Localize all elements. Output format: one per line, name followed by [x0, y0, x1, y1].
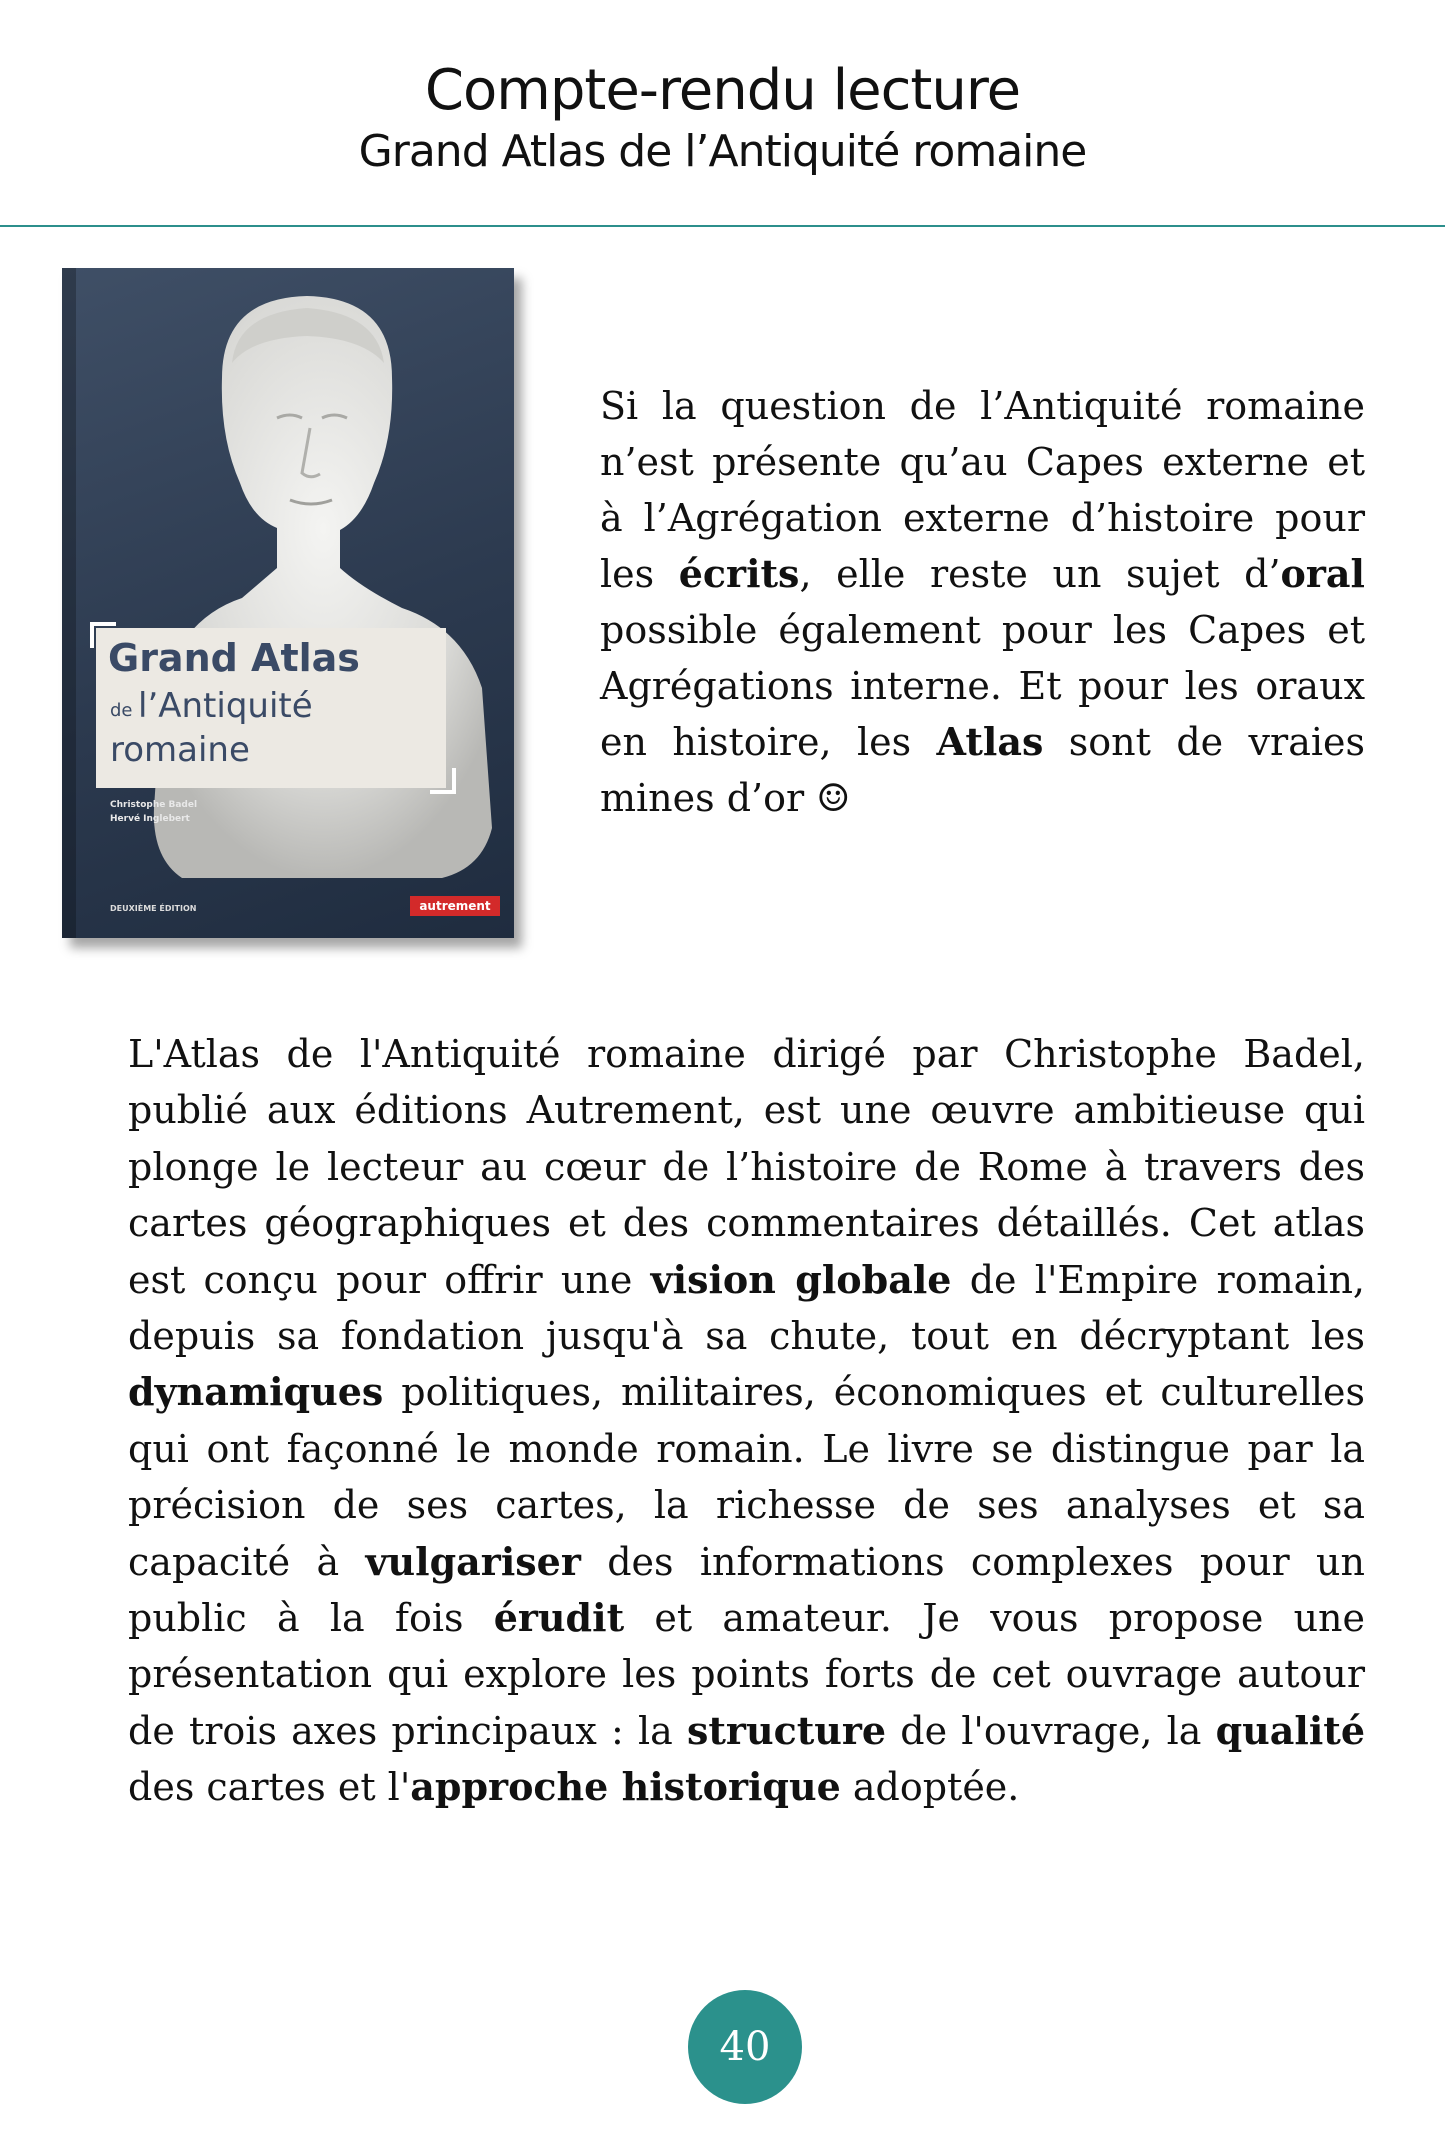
text-run: Si la question de l’Antiquité romaine n’est présente qu’au Capes externe et à l’Agrégation externe d’histoire pour les [600, 384, 1365, 596]
text-run: , elle reste un sujet d’ [799, 552, 1281, 596]
text-run: sont de vraies mines d’or ☺ [600, 720, 1365, 820]
cover-title: Grand Atlas [108, 636, 360, 680]
bold-text: vulgariser [365, 1538, 581, 1584]
page-number-badge: 40 [688, 1990, 802, 2104]
cover-title: l’Antiquité [138, 686, 313, 726]
cover-edition: DEUXIÈME ÉDITION [110, 904, 197, 913]
bold-text: vision globale [650, 1256, 952, 1302]
bold-text: dynamiques [128, 1369, 384, 1415]
text-run: politiques, militaires, économiques et culturelles qui ont façonné le monde romain. Le livre se distingue par la précision de ses cartes, la richesse de ses analyses et sa capacité à [128, 1370, 1365, 1584]
bold-text: approche historique [410, 1764, 841, 1810]
publisher-logo: autrement [410, 896, 500, 916]
text-run: possible également pour les Capes et Agrégations interne. Et pour les oraux en histoire, les [600, 608, 1365, 764]
page-title: Compte-rendu lecture [424, 58, 1021, 123]
cover-author: Christophe Badel [110, 800, 198, 810]
text-run: des informations complexes pour un public à la fois [128, 1539, 1365, 1641]
text-run: et amateur. Je vous propose une présentation qui explore les points forts de cet ouvrage autour de trois axes principaux : la [128, 1596, 1365, 1753]
text-run: de l'Empire romain, depuis sa fondation jusqu'à sa chute, tout en décryptant les [128, 1257, 1365, 1359]
cover-corner-mark [430, 768, 456, 794]
bold-text: structure [686, 1707, 887, 1753]
body-paragraph [128, 1026, 1365, 1816]
intro-paragraph [600, 378, 1365, 826]
cover-title: romaine [110, 730, 250, 770]
header-divider [0, 225, 1445, 227]
text-run: de l'ouvrage, la [886, 1708, 1216, 1753]
bold-text: Atlas [936, 719, 1044, 764]
book-cover [62, 268, 514, 938]
text-run: des cartes et l' [128, 1765, 411, 1810]
page-subtitle: Grand Atlas de l’Antiquité romaine [358, 125, 1087, 177]
bold-text: écrits [678, 551, 800, 596]
page-header [0, 60, 1445, 178]
bold-text: oral [1280, 551, 1365, 596]
bold-text: qualité [1215, 1707, 1365, 1753]
cover-title-de: de [110, 700, 133, 721]
text-run: adoptée. [840, 1765, 1020, 1810]
cover-author: Hervé Inglebert [110, 814, 190, 824]
bold-text: érudit [493, 1595, 625, 1641]
bust-illustration [62, 268, 514, 938]
text-run: L'Atlas de l'Antiquité romaine dirigé par Christophe Badel, publié aux éditions Autrement, est une œuvre ambitieuse qui plonge le lecteur au cœur de l’histoire de Rome à travers des cartes géographiques et des commentaires détaillés. Cet atlas est conçu pour offrir une [128, 1032, 1365, 1302]
